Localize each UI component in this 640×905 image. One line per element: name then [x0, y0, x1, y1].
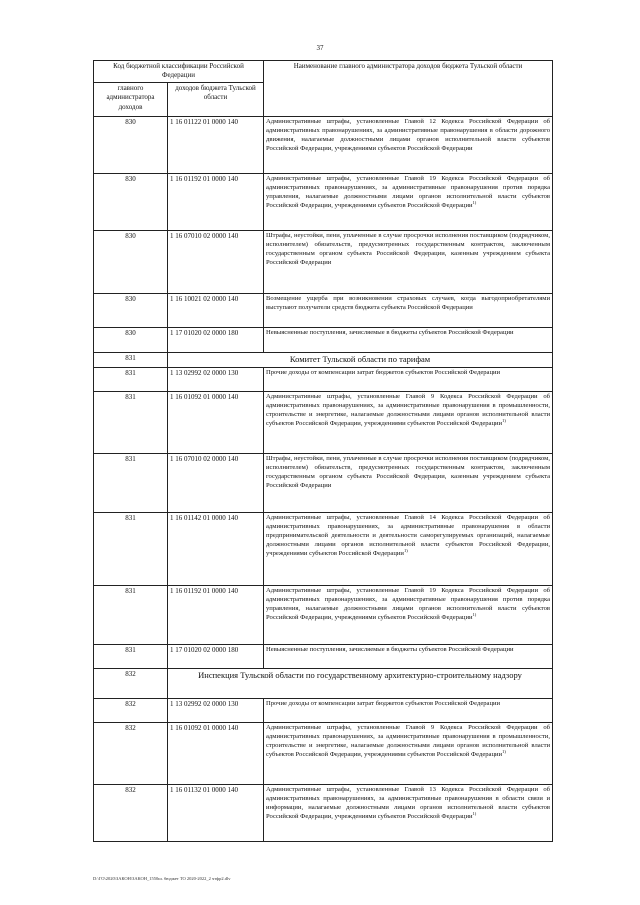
footnote-marker: 1) [472, 611, 477, 617]
admin-code-cell: 832 [94, 723, 168, 785]
revenue-code-cell: 1 16 01092 01 0000 140 [168, 392, 264, 454]
revenue-code-cell: 1 16 01122 01 0000 140 [168, 117, 264, 174]
revenue-name-text: Прочие доходы от компенсации затрат бюджетов субъектов Российской Федерации [266, 369, 501, 376]
revenue-code-cell: 1 16 07010 02 0000 140 [168, 454, 264, 513]
footnote-marker: 1) [502, 417, 506, 423]
header-revenue-code: доходов бюджета Тульской области [168, 83, 264, 117]
revenue-code-cell: 1 17 01020 02 0000 180 [168, 645, 264, 669]
table-row [94, 699, 553, 723]
revenue-name-cell [264, 231, 553, 294]
revenue-code-cell: 1 16 10021 02 0000 140 [168, 294, 264, 328]
table-row [94, 785, 553, 842]
revenue-name-cell [264, 513, 553, 586]
table-body [94, 117, 553, 842]
admin-code-cell: 832 [94, 669, 168, 699]
revenue-name-cell [264, 586, 553, 645]
admin-code-cell: 830 [94, 294, 168, 328]
revenue-code-cell: 1 16 01132 01 0000 140 [168, 785, 264, 842]
table-row [94, 454, 553, 513]
footnote-marker: 1) [472, 810, 477, 816]
revenue-code-cell: 1 16 07010 02 0000 140 [168, 231, 264, 294]
table-row [94, 328, 553, 353]
revenue-code-cell: 1 16 01192 01 0000 140 [168, 586, 264, 645]
revenue-name-cell [264, 368, 553, 392]
table-row [94, 174, 553, 231]
revenue-name-text: Невыясненные поступления, зачисляемые в бюджеты субъектов Российской Федерации [266, 329, 514, 336]
revenue-code-cell: 1 13 02992 02 0000 130 [168, 368, 264, 392]
table-row [94, 645, 553, 669]
header-main-administrator: главного администратора доходов [94, 83, 168, 117]
revenue-code-cell: 1 13 02992 02 0000 130 [168, 699, 264, 723]
revenue-code-cell: 1 16 01192 01 0000 140 [168, 174, 264, 231]
admin-code-cell: 831 [94, 353, 168, 368]
admin-code-cell: 831 [94, 586, 168, 645]
revenue-name-text: Административные штрафы, установленные Главой 9 Кодекса Российской Федерации об административных правонарушениях, за административные правонарушения в промышленности, строительстве и энергетике, налагаемые должностными лицами органов исполнительной власти субъектов Российской Федерации, учреждениями субъектов Российской Федерации [266, 393, 550, 427]
table-row [94, 586, 553, 645]
revenue-name-cell [264, 294, 553, 328]
footnote-marker: 1) [472, 199, 477, 205]
page-number: 37 [316, 44, 324, 52]
revenue-name-cell [264, 454, 553, 513]
revenue-name-cell [264, 328, 553, 353]
section-title-row [94, 353, 553, 368]
admin-code-cell: 830 [94, 174, 168, 231]
revenue-code-cell: 1 17 01020 02 0000 180 [168, 328, 264, 353]
header-row-group [94, 61, 553, 83]
revenue-name-cell [264, 785, 553, 842]
table-row [94, 294, 553, 328]
revenue-name-cell [264, 645, 553, 669]
revenue-name-cell [264, 117, 553, 174]
table-row [94, 117, 553, 174]
revenue-name-text: Административные штрафы, установленные Главой 12 Кодекса Российской Федерации об административных правонарушениях, за административные правонарушения в области дорожного движения, налагаемые должностными лицами органов исполнительной власти субъектов Российской Федерации, учреждениями субъектов Российской Федерации [266, 118, 550, 152]
admin-code-cell: 831 [94, 645, 168, 669]
section-title: Комитет Тульской области по тарифам [168, 353, 553, 368]
revenue-name-text: Административные штрафы, установленные Главой 19 Кодекса Российской Федерации об административных правонарушениях, за административные правонарушения против порядка управления, налагаемые должностными лицами органов исполнительной власти субъектов Российской Федерации, учреждениями субъектов Российской Федерации [266, 587, 550, 621]
revenue-code-cell: 1 16 01092 01 0000 140 [168, 723, 264, 785]
admin-code-cell: 831 [94, 454, 168, 513]
revenue-name-cell [264, 392, 553, 454]
revenue-name-text: Штрафы, неустойки, пени, уплаченные в случае просрочки исполнения поставщиком (подрядчиком, исполнителем) обязательств, предусмотренных государственным контрактом, заключенным государственным органом субъекта Российской Федерации, казенным учреждением субъекта Российской Федерации [266, 455, 550, 489]
table-row [94, 368, 553, 392]
admin-code-cell: 831 [94, 368, 168, 392]
table-row [94, 392, 553, 454]
revenue-name-text: Административные штрафы, установленные Главой 13 Кодекса Российской Федерации об административных правонарушениях, за административные правонарушения в области связи и информации, налагаемые должностными лицами органов исполнительной власти субъектов Российской Федерации, учреждениями субъектов Российской Федерации [266, 786, 550, 820]
footnote-marker: 1) [502, 748, 506, 754]
admin-code-cell: 830 [94, 328, 168, 353]
header-administrator-name: Наименование главного администратора доходов бюджета Тульской области [264, 61, 553, 117]
revenue-name-cell [264, 723, 553, 785]
admin-code-cell: 831 [94, 392, 168, 454]
admin-code-cell: 830 [94, 231, 168, 294]
revenue-name-text: Прочие доходы от компенсации затрат бюджетов субъектов Российской Федерации [266, 700, 501, 707]
revenue-name-text: Административные штрафы, установленные Главой 9 Кодекса Российской Федерации об административных правонарушениях, за административные правонарушения в промышленности, строительстве и энергетике, налагаемые должностными лицами органов исполнительной власти субъектов Российской Федерации, учреждениями субъектов Российской Федерации [266, 724, 550, 758]
revenue-name-cell [264, 699, 553, 723]
table-row [94, 513, 553, 586]
admin-code-cell: 832 [94, 785, 168, 842]
section-title: Инспекция Тульской области по государственному архитектурно-строительному надзору [168, 669, 553, 699]
revenue-name-text: Административные штрафы, установленные Главой 19 Кодекса Российской Федерации об административных правонарушениях, за административные правонарушения против порядка управления, налагаемые должностными лицами органов исполнительной власти субъектов Российской Федерации, учреждениями субъектов Российской Федерации [266, 175, 550, 209]
admin-code-cell: 832 [94, 699, 168, 723]
revenue-name-text: Возмещение ущерба при возникновении страховых случаев, когда выгодоприобретателями выступают получатели средств бюджета субъекта Российской Федерации [266, 295, 550, 311]
footer-file-path: D:\ГО\2020\ЗАКОН\ЗАКОН_1550ш. бюджет ТО 2020-2022_2 чтфр2.dlv [93, 876, 231, 881]
footnote-marker: 1) [403, 547, 408, 553]
table-row [94, 723, 553, 785]
revenue-code-cell: 1 16 01142 01 0000 140 [168, 513, 264, 586]
admin-code-cell: 830 [94, 117, 168, 174]
revenue-name-text: Штрафы, неустойки, пени, уплаченные в случае просрочки исполнения поставщиком (подрядчиком, исполнителем) обязательств, предусмотренных государственным контрактом, заключенным государственным органом субъекта Российской Федерации, казенным учреждением субъекта Российской Федерации [266, 232, 550, 266]
revenue-name-text: Невыясненные поступления, зачисляемые в бюджеты субъектов Российской Федерации [266, 646, 514, 653]
budget-classification-table [93, 60, 553, 842]
revenue-name-text: Административные штрафы, установленные Главой 14 Кодекса Российской Федерации об административных правонарушениях, за административные правонарушения в области предпринимательской деятельности и деятельности саморегулируемых организаций, налагаемые должностными лицами органов исполнительной власти субъектов Российской Федерации, учреждениями субъектов Российской Федерации [266, 514, 550, 557]
revenue-name-cell [264, 174, 553, 231]
table-row [94, 231, 553, 294]
header-bcc-group: Код бюджетной классификации Российской Федерации [94, 61, 264, 83]
section-title-row [94, 669, 553, 699]
admin-code-cell: 831 [94, 513, 168, 586]
